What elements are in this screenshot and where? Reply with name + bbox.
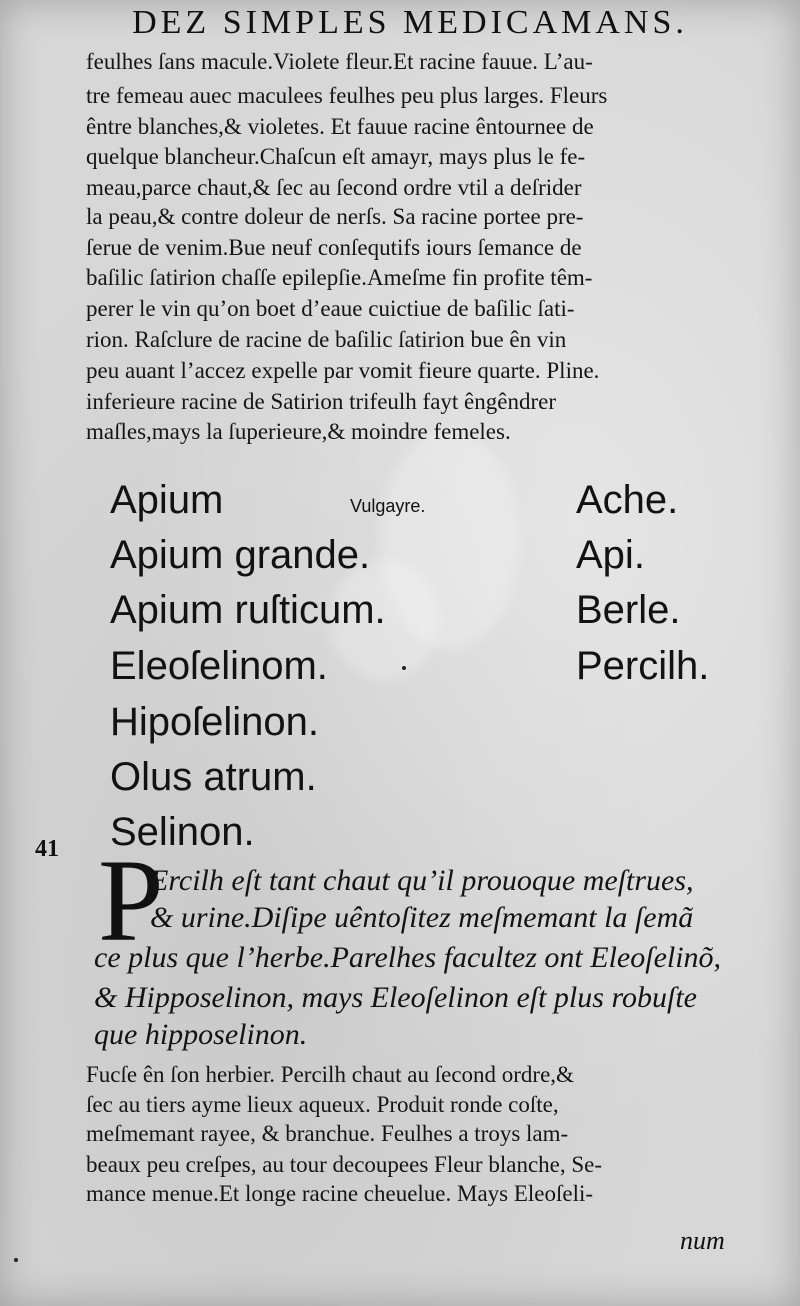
- text-line: meau,parce chaut,& ſec au ſecond ordre vtil a deſrider: [86, 175, 582, 200]
- italic-text-line: & urine.Diſipe uêntoſitez meſmemant la ſemã: [150, 901, 694, 934]
- text-line: beaux peu creſpes, au tour decoupees Fleur blanche, Se-: [86, 1152, 603, 1177]
- glossary-row: [110, 533, 730, 589]
- text-line: perer le vin qu’on boet d’eaue cuictiue de baſilic ſati-: [86, 296, 575, 321]
- text-line: êntre blanches,& violetes. Et fauue racine êntournee de: [86, 114, 594, 139]
- text-line: maſles,mays la ſuperieure,& moindre femeles.: [86, 419, 511, 444]
- text-line: la peau,& contre doleur de nerſs. Sa racine portee pre-: [86, 204, 584, 229]
- glossary-row: [110, 588, 730, 644]
- latin-name: Apium ruſticum.: [110, 588, 386, 632]
- glossary-row: [110, 810, 730, 866]
- running-header: DEZ SIMPLES MEDICAMANS.: [132, 4, 688, 41]
- ink-speck: [402, 666, 406, 670]
- text-line: peu auant l’accez expelle par vomit fieure quarte. Pline.: [86, 358, 600, 383]
- text-line: tre femeau auec maculees feulhes peu plus larges. Fleurs: [86, 83, 608, 108]
- latin-name: Olus atrum.: [110, 755, 317, 799]
- text-line: mance menue.Et longe racine cheuelue. Mays Eleoſeli-: [86, 1181, 594, 1206]
- latin-name: Apium: [110, 478, 224, 522]
- italic-text-line: Ercilh eſt tant chaut qu’il prouoque meſtrues,: [150, 864, 694, 897]
- vernacular-name: Berle.: [576, 588, 681, 632]
- text-line: ſerue de venim.Bue neuf conſequtifs iours ſemance de: [86, 235, 582, 260]
- text-line: feulhes ſans macule.Violete fleur.Et racine fauue. L’au-: [86, 49, 593, 74]
- italic-text-line: & Hipposelinon, mays Eleoſelinon eſt plus robuſte: [94, 981, 697, 1014]
- glossary-row: [110, 700, 730, 756]
- vernacular-name: Api.: [576, 533, 645, 577]
- italic-text-line: que hipposelinon.: [94, 1018, 308, 1051]
- text-line: inferieure racine de Satirion trifeulh fayt êngêndrer: [86, 389, 556, 414]
- latin-name: Selinon.: [110, 810, 255, 854]
- drop-cap: P: [98, 835, 164, 966]
- italic-text-line: ce plus que l’herbe.Parelhes facultez ont Eleoſelinõ,: [94, 941, 722, 974]
- vulgayre-label: Vulgayre.: [350, 496, 426, 516]
- latin-name: Eleoſelinom.: [110, 644, 328, 688]
- glossary-row: [110, 478, 730, 534]
- vernacular-name: Ache.: [576, 478, 679, 522]
- text-line: quelque blancheur.Chaſcun eſt amayr, mays plus le fe-: [86, 144, 586, 169]
- vernacular-name: Percilh.: [576, 644, 710, 688]
- glossary-row: [110, 755, 730, 811]
- ink-speck: [14, 1258, 18, 1262]
- latin-name: Apium grande.: [110, 533, 371, 577]
- text-line: ſec au tiers ayme lieux aqueux. Produit ronde coſte,: [86, 1092, 559, 1117]
- margin-page-number: 41: [35, 836, 59, 862]
- text-line: baſilic ſatirion chaſſe epilepſie.Ameſme fin profite têm-: [86, 265, 593, 290]
- latin-name: Hipoſelinon.: [110, 700, 320, 744]
- text-line: rion. Raſclure de racine de baſilic ſatirion bue ên vin: [86, 327, 567, 352]
- glossary-row: [110, 644, 730, 700]
- catchword: num: [680, 1226, 725, 1255]
- text-line: Fucſe ên ſon herbier. Percilh chaut au ſecond ordre,&: [86, 1062, 574, 1087]
- text-line: meſmemant rayee, & branchue. Feulhes a troys lam-: [86, 1121, 569, 1146]
